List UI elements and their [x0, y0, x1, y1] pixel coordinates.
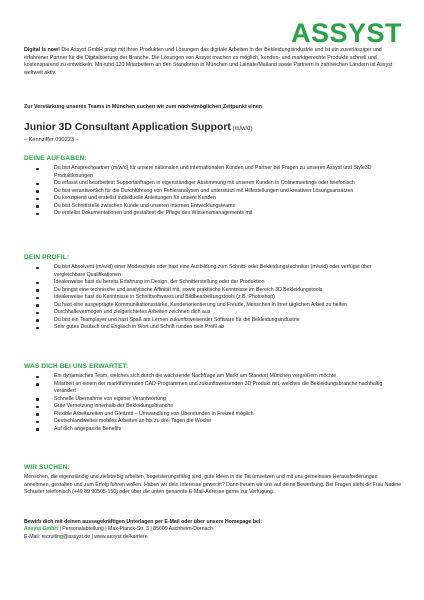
- list-item: [24, 403, 402, 411]
- list-item-text: Du bist Absolvent (m/w/d) einer Modeschule oder hast eine Ausbildung zum Schnitt- oder Bekleidungstechniker (m/w/d) oder verfügst über vergleichbare Qualifikationen: [54, 264, 372, 278]
- list-item-text: Deutschlandweites mobiles Arbeiten an bis zu drei Tagen die Woche: [54, 418, 211, 424]
- address-line: [24, 526, 402, 533]
- list-item: [24, 317, 402, 325]
- bullet-icon: [36, 413, 39, 416]
- list-item: [24, 165, 402, 180]
- list-item: [24, 279, 402, 287]
- list-item-text: Auf dich angepasste Benefits: [54, 425, 122, 432]
- bullet-icon: [36, 428, 39, 431]
- bullet-icon: [36, 304, 39, 307]
- assyst-logo: [291, 20, 402, 46]
- bullet-icon: [36, 312, 39, 315]
- bullet-icon: [36, 289, 39, 292]
- section-aufgaben: [24, 155, 402, 218]
- application-info: [24, 519, 402, 541]
- bullet-icon: [36, 213, 39, 216]
- list-item-text: Du erstellst Dokumentationen und gestaltest die Pflege des Wissensmanagements mit: [54, 210, 253, 216]
- bullet-icon: [36, 398, 39, 401]
- bullet-icon: [36, 376, 39, 379]
- job-title: [24, 122, 402, 135]
- list-item-text: Durchhaltevermögen und zielgerichtetes Arbeiten zeichnen dich aus: [54, 309, 211, 315]
- bullet-icon: [36, 319, 39, 322]
- list-item: [24, 373, 402, 381]
- list-item-text: Du bist Schnittstelle zwischen Kunde und unseren internen Entwicklungsteams: [54, 202, 236, 209]
- list-item: [24, 195, 402, 203]
- section-heading: WIR SUCHEN:: [24, 464, 70, 471]
- company-address: | Personalabteilung | Max-Planck-Str. 3 | 85609 Aschheim-Dornach: [58, 526, 213, 533]
- erwartet-list: [24, 373, 402, 433]
- list-item-text: Mitarbeit an einem der marktführenden CAD-Programmen und zukunftsweisenden 3D Produkt mit, welches die Bekleidungsbranche nachhaltig verändert: [54, 380, 383, 394]
- list-item-text: Du hast eine ausgeprägte Kommunikationsstärke, Kundenorientierung und Freude, Menschen in ihrer täglichen Arbeit zu helfen: [54, 301, 347, 308]
- bullet-icon: [36, 198, 39, 201]
- intro-lead: Digital is now!: [24, 47, 60, 53]
- list-item: [24, 426, 402, 434]
- bullet-icon: [36, 383, 39, 386]
- section-suchen: [24, 464, 402, 497]
- list-item-text: Du bist Ansprechpartner (m/w/d) für unsere nationalen und internationalen Kunden und Partner bei Fragen zu unseren Assyst und Style3D Produktlösungen: [54, 165, 372, 179]
- apply-text: Bewirb dich mit deinen aussagekräftigen Unterlagen per E-Mail oder über unsere Homepage bei:: [24, 519, 263, 525]
- bullet-icon: [36, 267, 39, 270]
- logo-text: ASSYST: [290, 18, 402, 48]
- list-item-text: Du bist ein Teamplayer und hast Spaß am Lernen zukunftsweisender Software für die Bekleidungsindustrie: [54, 316, 300, 323]
- list-item: [24, 396, 402, 404]
- list-item: [24, 324, 402, 332]
- suchen-text: Menschen, die eigenständig und zielstrebig arbeiten, begeisterungsfähig sind, gute Ideen in die Tat umsetzen und mit uns gemeinsam Herausforderungen annehmen, gestalten und zum Erfolg führen wollen. Haben wir dein Interesse geweckt? Dann freuen wir uns auf deine Bewerbung. Bei Fragen steht dir Frau Nadine Schuster telefonisch (+49 89 90505-150) oder über die unten genannte E-Mail-Adresse gerne zur Verfügung.: [24, 474, 402, 495]
- list-item: [24, 180, 402, 188]
- company-name: Assyst GmbH: [24, 526, 59, 533]
- bullet-icon: [36, 183, 39, 186]
- bullet-icon: [36, 205, 39, 208]
- apply-line: [24, 519, 402, 526]
- list-item-text: Du erfasst und bearbeitest Supportanfragen in eigenständiger Abstimmung mit unseren Kunden in Onlinemeetings oder telefonisch: [54, 180, 355, 186]
- list-item: [24, 418, 402, 426]
- bullet-icon: [36, 168, 39, 171]
- section-profil: [24, 254, 402, 332]
- list-item-text: Idealerweise hast du Kenntnisse in Schnittsoftwares und Bildbearbeitungstools (z.B. Photoshop): [54, 294, 275, 300]
- list-item: [24, 309, 402, 317]
- list-item-text: Idealerweise hast du bereits Erfahrung im Design, der Schnitterstellung oder der Produktion: [54, 279, 265, 285]
- seeking-line: Zur Verstärkung unseres Teams in München suchen wir zum nächstmöglichen Zeitpunkt einen: [24, 104, 263, 110]
- job-title-suffix: (m/w/d): [230, 126, 253, 132]
- list-item-text: Schnelle Übernahme von eigener Verantwortung: [54, 395, 166, 402]
- profil-list: [24, 264, 402, 332]
- bullet-icon: [36, 421, 39, 424]
- list-item: [24, 294, 402, 302]
- section-heading: DEINE AUFGABEN:: [24, 155, 87, 162]
- job-title-text: Junior 3D Consultant Application Support: [24, 122, 231, 133]
- list-item-text: Du bringst eine technische und analytische Affinität mit, sowie praktische Kenntnisse im Bereich 3D Bekleidungstools: [54, 286, 323, 293]
- contact-line: E-Mail: recruiting@assyst.de | www.assyst.de/karriere: [24, 533, 148, 540]
- list-item-text: Du bist verantwortlich für die Durchführung von Fehleranalysen und unterstützt mit Hilfestellungen und kreativen Lösungsansätzen: [54, 187, 354, 194]
- bullet-icon: [36, 282, 39, 285]
- aufgaben-list: [24, 165, 402, 218]
- intro-paragraph: [24, 47, 402, 77]
- section-heading: DEIN PROFIL:: [24, 254, 70, 261]
- list-item: [24, 287, 402, 295]
- list-item-text: Flexible Arbeitszeiten und Gleitzeit – Umwandlung von Überstunden in Freizeit möglich: [54, 410, 254, 417]
- section-erwartet: [24, 363, 402, 433]
- intro-text: Die Assyst GmbH prägt mit ihren Produkten und Lösungen das digitale Arbeiten in der Bekleidungsindustrie und ist ein zuverlässiger und erfahrener Partner für die Digitalisierung der Branche. Die Lösungen von Assyst machen es möglich, kunden- und marktgerechte Produkte schnell und kostensparend zu entwickeln. Mit rund 120 Mitarbeitern an den Standorten in München und Lainate/Mailand sowie Partnern in zahlreichen Ländern ist Assyst weltweit aktiv.: [24, 47, 393, 76]
- bullet-icon: [36, 297, 39, 300]
- list-item-text: Gute Vernetzung innerhalb der Bekleidungsbranche: [54, 403, 174, 409]
- bullet-icon: [36, 406, 39, 409]
- list-item: [24, 210, 402, 218]
- job-reference: – Kennziffer 090223 –: [24, 137, 79, 143]
- list-item: [24, 203, 402, 211]
- list-item: [24, 411, 402, 419]
- bullet-icon: [36, 327, 39, 330]
- list-item: [24, 264, 402, 279]
- list-item-text: Ein dynamisches Team, welches sich durch die wachsende Nachfrage am Markt am Standort München vergrößern möchte: [54, 373, 337, 379]
- list-item-text: Du konzipierst und erstellst individuelle Anleitungen für unsere Kunden: [54, 195, 217, 201]
- list-item: [24, 188, 402, 196]
- list-item-text: Sehr gutes Deutsch und Englisch in Wort und Schrift runden dein Profil ab: [54, 324, 225, 330]
- bullet-icon: [36, 190, 39, 193]
- section-heading: WAS DICH BEI UNS ERWARTET:: [24, 363, 129, 370]
- list-item: [24, 302, 402, 310]
- list-item: [24, 381, 402, 396]
